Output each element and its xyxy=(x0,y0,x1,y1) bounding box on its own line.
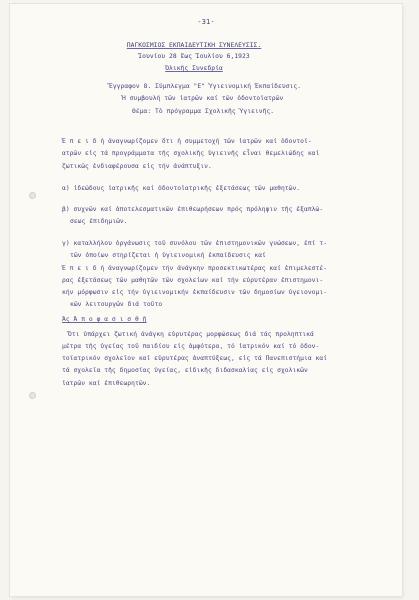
list-item-b: β) συχνῶν καί ἀποτελεσματικῶν ἐπιθεωρήσεων πρός πρόληψιν τῆς ἐξαπλώ- xyxy=(62,206,324,213)
conference-dates: Ἰουνίου 28 ἕως Ἰουλίου 6,1923 xyxy=(138,53,250,60)
paragraph-line: ατρῶν εἰς τά προγράμματα τῆς σχολικῆς ὑγιεινῆς εἶναι θεμελιώδης καί xyxy=(62,150,320,157)
paragraph-line: μέτρα τῆς ὑγείας τοῦ παιδίου εἰς ἀμφότερα, τό ἰατρικόν καί τό ὀδον- xyxy=(62,343,320,350)
document-heading: Ἔγγραφον 8. Σύμπλεγμα "Ε" Ὑγιεινομική Ἐκπαίδευσις. xyxy=(109,83,302,90)
punch-hole xyxy=(29,192,36,199)
document-subject: Θέμα: Τὸ πρόγραμμα Σχολικῆς Ὑγιεινῆς. xyxy=(132,108,275,115)
punch-hole xyxy=(29,392,36,399)
paragraph-line: κῶν λειτουργῶν διά τοῦτο xyxy=(70,301,163,308)
list-item-c: γ) καταλλήλου ὀργάνωσις τοῦ συνόλου τῶν ἐπιστημονικῶν γνώσεων, ἐπί τ- xyxy=(62,240,328,247)
list-item-c-cont: τῶν ὁποίων στηρίζεται ἡ ὑγιεινομική ἐκπαίδευσις καί xyxy=(70,252,266,259)
conference-title: ΠΑΓΚΟΣΜΙΟΣ ΕΚΠΑΙΔΕΥΤΙΚΗ ΣΥΝΕΛΕΥΣΙΣ. xyxy=(126,42,262,49)
paragraph-line: κήν μόρφωσιν εἰς τήν ὑγιεινομικήν ἐκπαίδευσιν τῶν δημοσίων ὑγειονομι- xyxy=(62,289,328,296)
paragraph-line: ἰατρῶν καί ἐπιθεωρητῶν. xyxy=(62,380,151,387)
session-label: Ὁλικῆς Συνεδρία xyxy=(165,65,223,72)
list-item-a: α) ἰδεώδους ἰατρικῆς καί ὀδοντοϊατρικῆς ἐξετάσεως τῶν μαθητῶν. xyxy=(62,185,301,192)
paragraph-line: Ἐ π ε ι δ ή ἀναγνωρίζομεν τήν ἀνάγκην προσεκτικωτέρας καί ἐπιμελεστέ- xyxy=(62,265,328,272)
paragraph-line: Ἐ π ε ι δ ή ἀναγνωρίζομεν ὅτι ἡ συμμετοχή τῶν ἰατρῶν καί ὀδοντοϊ- xyxy=(62,138,312,145)
paragraph-line: Ὅτι ὑπάρχει ζωτική ἀνάγκη εὐρυτέρας μορφώσεως διά τάς προληπτικά xyxy=(68,331,314,338)
paragraph-line: τά σχολεῖα τῆς δημοσίας ὑγείας, εἰδικῆς διδασκαλίας εἰς σχολικῶν xyxy=(62,367,308,374)
page-number: -31- xyxy=(197,17,215,26)
document-subheading: Ἡ συμβουλή τῶν ἰατρῶν καί τῶν ὀδοντοϊατρῶν xyxy=(122,95,284,102)
paragraph-line: ζωτικῶς ἐνδιαφέρουσα εἰς τήν ἀνάπτυξιν. xyxy=(62,163,212,170)
paragraph-line: τοϊατρικόν σχολεῖον καί εὐρυτέρας ἀναπτύξεως, εἰς τά Πανεπιστήμια καί xyxy=(62,355,328,362)
resolution-heading: Ἀς Ἀ π ο φ α σ ι σ θ ῇ xyxy=(62,316,147,323)
list-item-b-cont: σεως ἐπιδημιῶν. xyxy=(70,218,128,225)
document-page xyxy=(10,4,402,596)
paragraph-line: ρας ἐξετάσεως τῶν μαθητῶν τῶν σχολείων καί τήν εὐρυτέραν ἐπιστημονι- xyxy=(62,277,324,284)
